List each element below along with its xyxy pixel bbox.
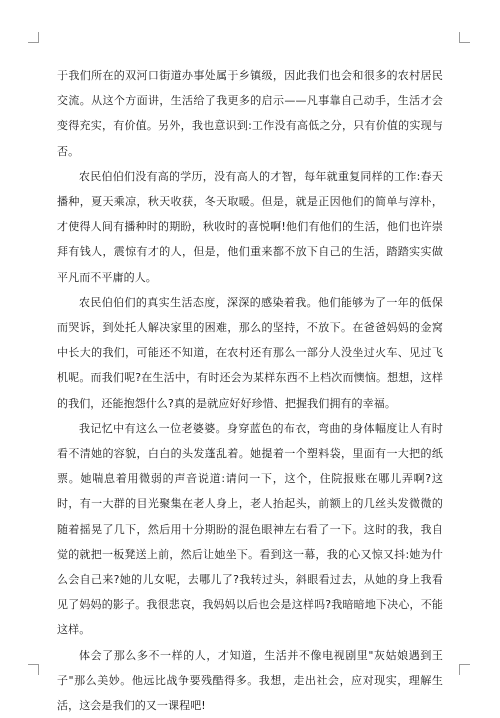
crop-mark-bottom-left [28, 664, 39, 675]
paragraph-1: 于我们所在的双河口街道办事处属于乡镇级，因此我们也会和很多的农村居民交流。从这个方面讲，生活给了我更多的启示——凡事靠自己动手，生活才会变得充实，有价值。另外，我也意识到:工作没有高低之分，只有价值的实现与否。 [57, 69, 443, 158]
paragraph-5: 体会了那么多不一样的人，才知道，生活并不像电视剧里"灰姑娘遇到王子"那么美妙。他远比战争要残酷得多。我想，走出社会，应对现实，理解生活，这会是我们的又一课程吧! [57, 648, 443, 713]
crop-mark-bottom-right [459, 664, 470, 675]
crop-mark-top-right [459, 32, 470, 43]
document-body [57, 63, 443, 718]
paragraph-2: 农民伯伯们没有高的学历，没有高人的才智，每年就重复同样的工作:春天播种，夏天乘凉，秋天收获，冬天取暖。但是，就是正因他们的简单与淳朴，才使得人间有播种时的期盼，秋收时的喜悦啊!他们有他们的生活，他们也许崇拜有钱人，震惊有才的人，但是，他们重来都不放下自己的生活，踏踏实实做平凡而不平庸的人。 [57, 169, 443, 284]
paragraph-4: 我记忆中有这么一位老婆婆。身穿蓝色的布衣，弯曲的身体幅度让人有时看不清她的容貌，白白的头发蓬乱着。她提着一个塑料袋，里面有一大把的纸票。她喘息着用微弱的声音说道:请问一下，这个，住院报账在哪儿弄啊?这时，有一大群的目光聚集在老人身上，老人抬起头，前额上的几丝头发微微的随着摇晃了几下，然后用十分期盼的混色眼神左右看了一下。这时的我，我自觉的就把一板凳送上前，然后让她坐下。看到这一幕，我的心又惊又抖:她为什么会自己来?她的儿女呢，去哪儿了?我转过头，斜眼看过去，从她的身上我看见了妈妈的影子。我很悲哀，我妈妈以后也会是这样吗?我暗暗地下决心，不能这样。 [57, 421, 444, 637]
paragraph-3: 农民伯伯们的真实生活态度，深深的感染着我。他们能够为了一年的低保而哭诉，到处托人解决家里的困难，那么的坚持，不放下。在爸爸妈妈的金窝中长大的我们，可能还不知道，在农村还有那么一部分人没坐过火车、见过飞机呢。而我们呢?在生活中，有时还会为某样东西不上档次而懊恼。想想，这样的我们，还能抱怨什么?真的是就应好好珍惜、把握我们拥有的幸福。 [57, 295, 443, 410]
crop-mark-top-left [28, 32, 39, 43]
